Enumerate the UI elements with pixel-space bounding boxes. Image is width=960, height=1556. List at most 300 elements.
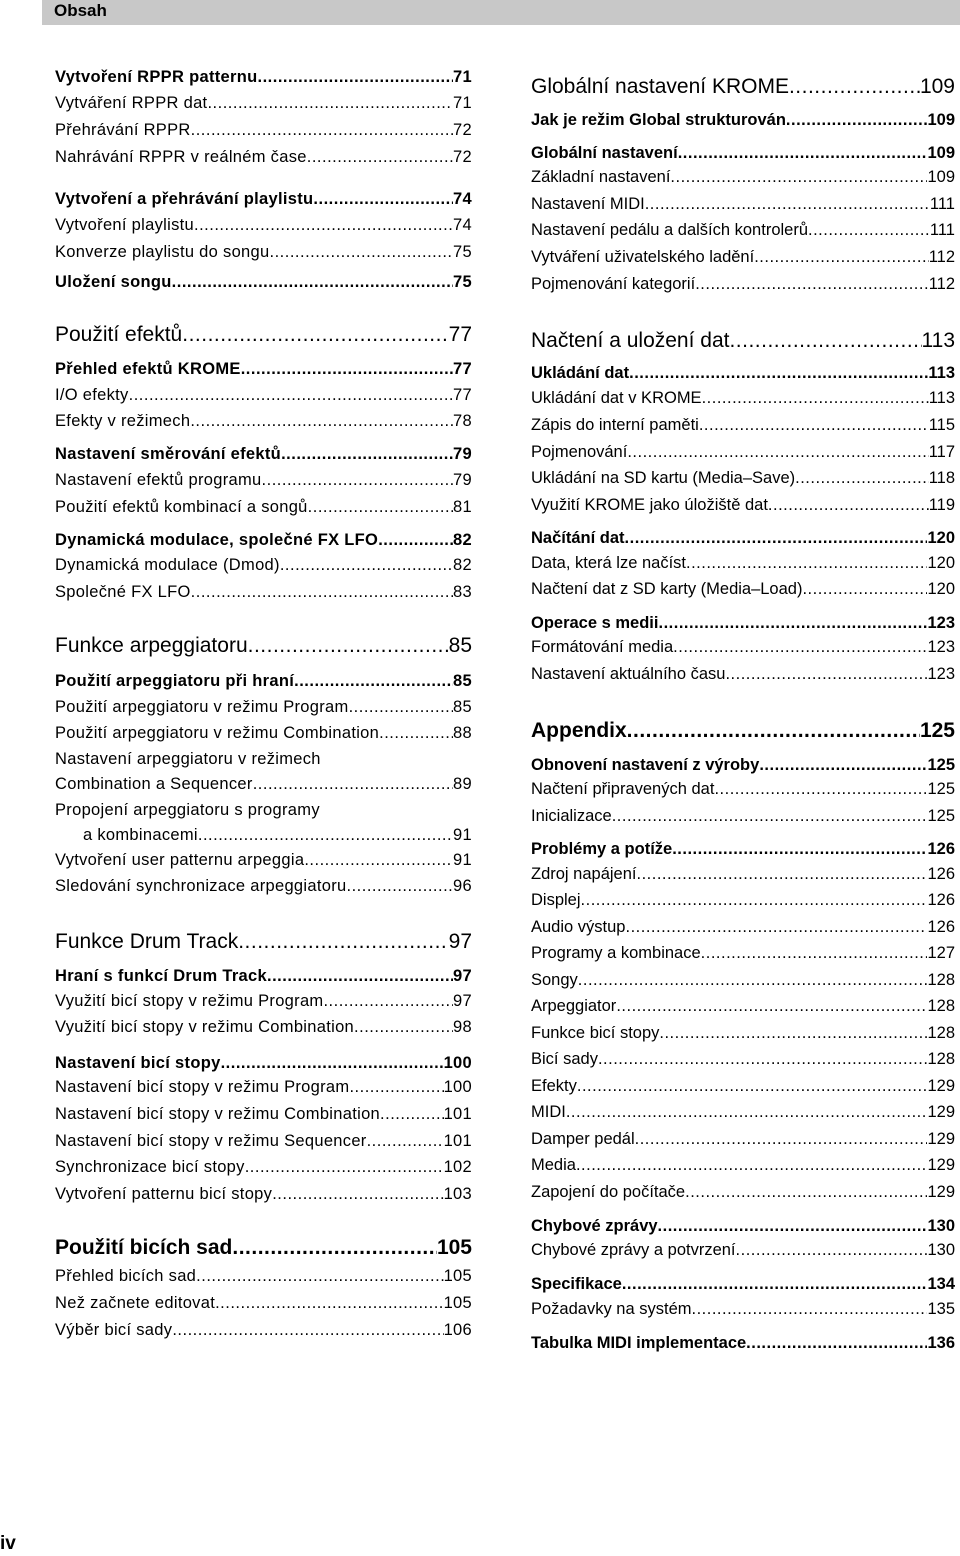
toc-entry-title: Použití arpeggiatoru při hraní — [55, 672, 295, 690]
toc-entry-title: Chybové zprávy a potvrzení — [531, 1241, 736, 1259]
toc-entry-page: 103 — [443, 1185, 472, 1203]
toc-entry-page: 105 — [443, 1294, 472, 1312]
dot-leader — [627, 443, 928, 462]
toc-entry-page: 79 — [453, 445, 472, 463]
toc-entry-page: 101 — [443, 1132, 472, 1150]
dot-leader — [786, 111, 928, 130]
dot-leader — [258, 68, 454, 87]
toc-entry-title: Nastavení bicí stopy v režimu Program — [55, 1078, 350, 1096]
toc-entry[interactable] — [55, 801, 320, 820]
toc-entry[interactable] — [531, 1050, 955, 1069]
toc-entry-title: Inicializace — [531, 807, 612, 825]
toc-entry[interactable] — [531, 1217, 955, 1236]
toc-entry-page: 136 — [927, 1334, 955, 1352]
toc-entry[interactable] — [55, 471, 472, 490]
toc-entry-page: 85 — [448, 634, 472, 657]
toc-entry-title: Jak je režim Global strukturován — [531, 111, 786, 129]
toc-entry-page: 77 — [453, 386, 472, 404]
dot-leader — [702, 389, 929, 408]
toc-entry[interactable] — [531, 496, 955, 515]
toc-entry-title: Vytvoření playlistu — [55, 216, 194, 234]
toc-entry-page: 100 — [443, 1054, 472, 1072]
dot-leader — [625, 918, 927, 937]
toc-entry[interactable] — [531, 195, 955, 214]
dot-leader — [577, 1077, 928, 1096]
toc-entry[interactable] — [55, 386, 472, 405]
page-header-bar — [42, 0, 960, 25]
toc-entry[interactable] — [531, 443, 955, 462]
toc-entry-title: Nastavení aktuálního času — [531, 665, 726, 683]
toc-entry-title: MIDI — [531, 1103, 566, 1121]
toc-entry-page: 129 — [927, 1183, 955, 1201]
toc-entry-page: 123 — [927, 614, 955, 632]
toc-entry[interactable] — [55, 1078, 472, 1097]
toc-entry-page: 82 — [453, 531, 472, 549]
toc-entry[interactable] — [531, 580, 955, 599]
toc-entry-title: Ukládání dat v KROME — [531, 389, 702, 407]
toc-entry[interactable] — [55, 698, 472, 717]
toc-entry[interactable] — [531, 840, 955, 859]
toc-entry-title: Sledování synchronizace arpeggiatoru — [55, 877, 347, 895]
dot-leader — [581, 891, 928, 910]
toc-entry[interactable] — [531, 275, 955, 294]
dot-leader — [194, 216, 453, 235]
toc-entry[interactable] — [55, 1267, 472, 1286]
toc-entry[interactable] — [531, 1103, 955, 1122]
toc-entry-page: 128 — [927, 997, 955, 1015]
dot-leader — [129, 386, 453, 405]
toc-entry-title: Nastavení bicí stopy — [55, 1054, 221, 1072]
toc-entry-title: Než začnete editovat — [55, 1294, 216, 1312]
toc-entry[interactable] — [55, 750, 321, 769]
toc-entry[interactable] — [55, 121, 472, 140]
toc-entry-title: Songy — [531, 971, 578, 989]
toc-entry-page: 111 — [929, 221, 955, 239]
dot-leader — [789, 75, 920, 99]
dot-leader — [678, 144, 928, 163]
toc-entry-title: Operace s medii — [531, 614, 659, 632]
toc-entry-title: Nastavení bicí stopy v režimu Combination — [55, 1105, 381, 1123]
dot-leader — [695, 275, 929, 294]
dot-leader — [576, 1156, 928, 1175]
dot-leader — [349, 1078, 443, 1097]
toc-entry[interactable] — [531, 918, 955, 937]
toc-entry-title: Funkce bicí stopy — [531, 1024, 660, 1042]
toc-entry-title: Přehled bicích sad — [55, 1267, 197, 1285]
toc-entry-title: Vytváření RPPR dat — [55, 94, 208, 112]
dot-leader — [191, 583, 453, 602]
toc-entry[interactable] — [55, 273, 472, 292]
toc-entry-title: Uložení songu — [55, 273, 172, 291]
toc-entry[interactable] — [531, 638, 955, 657]
dot-leader — [196, 1267, 443, 1286]
toc-entry-title: Globální nastavení — [531, 144, 678, 162]
dot-leader — [566, 1103, 928, 1122]
toc-entry-page: 120 — [927, 580, 955, 598]
toc-entry-page: 77 — [448, 323, 472, 346]
toc-entry-title: Problémy a potíže — [531, 840, 673, 858]
toc-entry[interactable] — [531, 756, 955, 775]
toc-entry[interactable] — [55, 775, 472, 794]
toc-entry[interactable] — [55, 672, 472, 691]
dot-leader — [795, 469, 929, 488]
toc-entry[interactable] — [531, 807, 955, 826]
dot-leader — [673, 638, 927, 657]
toc-entry[interactable] — [55, 412, 472, 431]
toc-entry[interactable] — [55, 1018, 472, 1037]
toc-entry-page: 71 — [453, 68, 472, 86]
toc-entry-title: Použití bicích sad — [55, 1236, 233, 1259]
toc-entry[interactable] — [531, 529, 955, 548]
toc-entry-page: 72 — [453, 148, 472, 166]
toc-entry[interactable] — [55, 190, 472, 209]
dot-leader — [323, 992, 453, 1011]
toc-entry-title: Nastavení pedálu a dalších kontrolerů — [531, 221, 809, 239]
toc-entry-title: Použití efektů — [55, 323, 183, 346]
toc-entry[interactable] — [531, 971, 955, 990]
section-title: Obsah — [54, 1, 107, 20]
toc-entry-title: Media — [531, 1156, 576, 1174]
toc-entry-page: 128 — [927, 1050, 955, 1068]
toc-entry-title: Vytvoření patternu bicí stopy — [55, 1185, 273, 1203]
toc-entry[interactable] — [531, 554, 955, 573]
toc-entry-page: 134 — [927, 1275, 955, 1293]
toc-entry[interactable] — [55, 724, 472, 743]
toc-entry-title: Hraní s funkcí Drum Track — [55, 967, 267, 985]
toc-entry[interactable] — [55, 1321, 472, 1340]
toc-entry[interactable] — [531, 111, 955, 130]
dot-leader — [768, 496, 929, 515]
dot-leader — [248, 634, 449, 658]
dot-leader — [637, 865, 928, 884]
toc-entry[interactable] — [55, 1158, 472, 1177]
toc-entry-page: 130 — [927, 1241, 955, 1259]
toc-entry[interactable] — [55, 360, 472, 379]
toc-entry-title: Nastavení bicí stopy v režimu Sequencer — [55, 1132, 367, 1150]
toc-entry[interactable] — [55, 992, 472, 1011]
toc-entry-title: Efekty v režimech — [55, 412, 191, 430]
toc-entry-page: 105 — [443, 1267, 472, 1285]
toc-entry-page: 105 — [436, 1236, 472, 1259]
toc-entry[interactable] — [55, 583, 472, 602]
dot-leader — [253, 775, 453, 794]
toc-entry-title: Zápis do interní paměti — [531, 416, 699, 434]
dot-leader — [725, 665, 927, 684]
toc-entry-title: Formátování media — [531, 638, 674, 656]
toc-entry[interactable] — [55, 531, 472, 550]
toc-entry[interactable] — [531, 364, 955, 383]
dot-leader — [172, 273, 453, 292]
dot-leader — [625, 529, 928, 548]
toc-entry-page: 83 — [453, 583, 472, 601]
toc-entry-title: Vytvoření a přehrávání playlistu — [55, 190, 314, 208]
toc-entry-page: 115 — [928, 416, 955, 434]
toc-entry[interactable] — [531, 75, 955, 99]
dot-leader — [699, 416, 929, 435]
dot-leader — [645, 195, 930, 214]
toc-entry[interactable] — [531, 1077, 955, 1096]
dot-leader — [670, 168, 927, 187]
toc-entry-page: 75 — [453, 243, 472, 261]
toc-entry-page: 125 — [919, 719, 955, 742]
toc-entry[interactable] — [55, 967, 472, 986]
toc-entry[interactable] — [55, 1105, 472, 1124]
toc-entry-page: 130 — [927, 1217, 955, 1235]
toc-entry[interactable] — [531, 1334, 955, 1353]
toc-entry-title: Nastavení arpeggiatoru v režimech — [55, 750, 321, 768]
dot-leader — [701, 944, 928, 963]
dot-leader — [736, 1241, 928, 1260]
toc-entry-page: 129 — [927, 1077, 955, 1095]
toc-entry[interactable] — [531, 469, 955, 488]
toc-entry-title: Načtení připravených dat — [531, 780, 715, 798]
toc-entry-page: 123 — [927, 665, 955, 683]
toc-entry-title: Nahrávání RPPR v reálném čase — [55, 148, 307, 166]
dot-leader — [714, 780, 927, 799]
toc-entry-page: 112 — [928, 275, 955, 293]
dot-leader — [379, 724, 453, 743]
toc-entry-page: 109 — [927, 111, 955, 129]
dot-leader — [685, 1183, 927, 1202]
dot-leader — [207, 94, 453, 113]
toc-entry-title: Appendix — [531, 719, 627, 742]
toc-entry[interactable] — [55, 930, 472, 954]
toc-entry-title: Dynamická modulace, společné FX LFO — [55, 531, 379, 549]
toc-entry-page: 109 — [927, 144, 955, 162]
toc-entry-page: 126 — [927, 918, 955, 936]
toc-entry-title: Dynamická modulace (Dmod) — [55, 556, 280, 574]
toc-entry-title: Funkce Drum Track — [55, 930, 239, 953]
dot-leader — [313, 190, 453, 209]
toc-entry-title: Načtení a uložení dat — [531, 329, 730, 352]
toc-entry-title: Arpeggiator — [531, 997, 617, 1015]
toc-entry-title: Použití efektů kombinací a songů — [55, 498, 308, 516]
toc-entry-title: Vytváření uživatelského ladění — [531, 248, 755, 266]
toc-entry-title: Pojmenování — [531, 443, 628, 461]
toc-entry-page: 81 — [453, 498, 472, 516]
dot-leader — [612, 807, 928, 826]
toc-entry-page: 106 — [443, 1321, 472, 1339]
dot-leader — [267, 967, 453, 986]
dot-leader — [759, 756, 927, 775]
dot-leader — [802, 580, 927, 599]
toc-entry[interactable] — [55, 243, 472, 262]
toc-entry-title: Specifikace — [531, 1275, 622, 1293]
toc-entry-page: 96 — [453, 877, 472, 895]
toc-entry-title: Propojení arpeggiatoru s programy — [55, 801, 320, 819]
toc-entry[interactable] — [55, 826, 472, 845]
dot-leader — [232, 1236, 437, 1260]
dot-leader — [598, 1050, 928, 1069]
dot-leader — [658, 1217, 928, 1236]
toc-entry-title: I/O efekty — [55, 386, 129, 404]
toc-entry[interactable] — [531, 221, 955, 240]
toc-entry-page: 88 — [453, 724, 472, 742]
toc-entry-title: Požadavky na systém — [531, 1300, 692, 1318]
toc-entry-page: 75 — [453, 273, 472, 291]
toc-entry[interactable] — [531, 614, 955, 633]
toc-entry-title: Vytvoření RPPR patternu — [55, 68, 258, 86]
toc-entry-title: Bicí sady — [531, 1050, 598, 1068]
toc-entry-page: 74 — [453, 216, 472, 234]
toc-entry[interactable] — [55, 1294, 472, 1313]
toc-entry-page: 98 — [453, 1018, 472, 1036]
toc-entry-page: 135 — [927, 1300, 955, 1318]
toc-entry[interactable] — [531, 329, 955, 353]
dot-leader — [659, 1024, 927, 1043]
toc-entry[interactable] — [55, 1132, 472, 1151]
dot-leader — [269, 243, 453, 262]
toc-entry-page: 71 — [453, 94, 472, 112]
toc-entry[interactable] — [531, 997, 955, 1016]
toc-entry-page: 129 — [927, 1156, 955, 1174]
toc-entry[interactable] — [531, 1156, 955, 1175]
toc-entry-page: 128 — [927, 1024, 955, 1042]
toc-entry[interactable] — [531, 389, 955, 408]
toc-entry[interactable] — [531, 1241, 955, 1260]
toc-entry-page: 85 — [453, 698, 472, 716]
toc-entry-title: Nastavení MIDI — [531, 195, 645, 213]
dot-leader — [215, 1294, 443, 1313]
dot-leader — [616, 997, 927, 1016]
toc-entry-title: Damper pedál — [531, 1130, 635, 1148]
toc-entry[interactable] — [55, 94, 472, 113]
toc-entry[interactable] — [55, 851, 472, 870]
toc-entry[interactable] — [55, 68, 472, 87]
toc-entry-title: Základní nastavení — [531, 168, 671, 186]
toc-entry[interactable] — [55, 556, 472, 575]
toc-entry-title: Přehled efektů KROME — [55, 360, 241, 378]
toc-entry[interactable] — [55, 1236, 472, 1260]
dot-leader — [245, 1158, 444, 1177]
toc-entry-title: Načítání dat — [531, 529, 625, 547]
toc-entry[interactable] — [531, 665, 955, 684]
toc-entry[interactable] — [531, 891, 955, 910]
toc-entry-page: 125 — [927, 807, 955, 825]
toc-entry[interactable] — [55, 216, 472, 235]
toc-entry[interactable] — [55, 634, 472, 658]
dot-leader — [686, 554, 927, 573]
toc-entry-page: 74 — [453, 190, 472, 208]
toc-entry-page: 112 — [928, 248, 955, 266]
toc-entry[interactable] — [531, 944, 955, 963]
toc-entry[interactable] — [531, 144, 955, 163]
toc-entry-page: 125 — [927, 780, 955, 798]
dot-leader — [635, 1130, 928, 1149]
toc-entry-title: Ukládání dat — [531, 364, 630, 382]
dot-leader — [304, 851, 453, 870]
dot-leader — [380, 1105, 444, 1124]
dot-leader — [346, 877, 453, 896]
toc-entry-page: 111 — [929, 195, 955, 213]
dot-leader — [172, 1321, 443, 1340]
toc-entry[interactable] — [531, 865, 955, 884]
dot-leader — [191, 121, 453, 140]
toc-entry[interactable] — [531, 1183, 955, 1202]
toc-entry-title: Chybové zprávy — [531, 1217, 658, 1235]
toc-entry-page: 102 — [443, 1158, 472, 1176]
dot-leader — [349, 698, 453, 717]
toc-entry-title: Zapojení do počítače — [531, 1183, 686, 1201]
toc-entry-title: Nastavení směrování efektů — [55, 445, 282, 463]
toc-entry-page: 126 — [927, 840, 955, 858]
toc-entry-title: Tabulka MIDI implementace — [531, 1334, 747, 1352]
toc-entry-title: Nastavení efektů programu — [55, 471, 262, 489]
toc-entry[interactable] — [55, 1185, 472, 1204]
dot-leader — [262, 471, 454, 490]
toc-entry-title: Data, která lze načíst — [531, 554, 686, 572]
toc-entry-title: Využití bicí stopy v režimu Program — [55, 992, 324, 1010]
dot-leader — [190, 412, 453, 431]
toc-entry-title: Využití bicí stopy v režimu Combination — [55, 1018, 355, 1036]
toc-entry-title: Audio výstup — [531, 918, 626, 936]
toc-entry-title: Obnovení nastavení z výroby — [531, 756, 760, 774]
toc-entry[interactable] — [531, 1275, 955, 1294]
toc-entry-page: 126 — [927, 865, 955, 883]
toc-entry-title: Konverze playlistu do songu — [55, 243, 270, 261]
toc-entry[interactable] — [55, 445, 472, 464]
dot-leader — [294, 672, 453, 691]
toc-entry-title: Funkce arpeggiatoru — [55, 634, 248, 657]
toc-entry-page: 85 — [453, 672, 472, 690]
toc-entry-page: 97 — [448, 930, 472, 953]
toc-entry-page: 127 — [927, 944, 955, 962]
toc-entry-title: Efekty — [531, 1077, 577, 1095]
toc-entry[interactable] — [531, 248, 955, 267]
dot-leader — [578, 971, 928, 990]
toc-entry-title: Vytvoření user patternu arpeggia — [55, 851, 305, 869]
toc-entry-page: 97 — [453, 967, 472, 985]
dot-leader — [729, 329, 921, 353]
toc-entry[interactable] — [531, 719, 955, 743]
toc-entry[interactable] — [531, 168, 955, 187]
toc-entry[interactable] — [531, 1130, 955, 1149]
toc-entry-page: 100 — [443, 1078, 472, 1096]
toc-entry-title: Přehrávání RPPR — [55, 121, 191, 139]
toc-entry[interactable] — [531, 780, 955, 799]
dot-leader — [307, 148, 453, 167]
toc-entry-page: 101 — [443, 1105, 472, 1123]
page-number: iv — [0, 1533, 16, 1554]
toc-entry-title: Použití arpeggiatoru v režimu Combination — [55, 724, 380, 742]
toc-entry[interactable] — [55, 1054, 472, 1073]
toc-entry-title: Globální nastavení KROME — [531, 75, 789, 98]
toc-entry[interactable] — [55, 148, 472, 167]
toc-entry-page: 79 — [453, 471, 472, 489]
toc-entry-title: Synchronizace bicí stopy — [55, 1158, 245, 1176]
toc-entry[interactable] — [531, 1024, 955, 1043]
dot-leader — [692, 1300, 928, 1319]
toc-entry-page: 120 — [927, 529, 955, 547]
toc-entry-page: 129 — [927, 1130, 955, 1148]
toc-entry[interactable] — [55, 323, 472, 347]
toc-entry[interactable] — [531, 1300, 955, 1319]
dot-leader — [754, 248, 929, 267]
toc-entry[interactable] — [55, 877, 472, 896]
toc-entry-title: Displej — [531, 891, 581, 909]
toc-entry-page: 89 — [453, 775, 472, 793]
dot-leader — [629, 364, 928, 383]
toc-entry-title: Použití arpeggiatoru v režimu Program — [55, 698, 349, 716]
dot-leader — [182, 323, 448, 347]
toc-entry[interactable] — [531, 416, 955, 435]
toc-entry-title: Načtení dat z SD karty (Media–Load) — [531, 580, 803, 598]
toc-entry-page: 126 — [927, 891, 955, 909]
toc-entry[interactable] — [55, 498, 472, 517]
toc-entry-page: 120 — [927, 554, 955, 572]
toc-entry-page: 91 — [453, 826, 472, 844]
dot-leader — [281, 445, 453, 464]
